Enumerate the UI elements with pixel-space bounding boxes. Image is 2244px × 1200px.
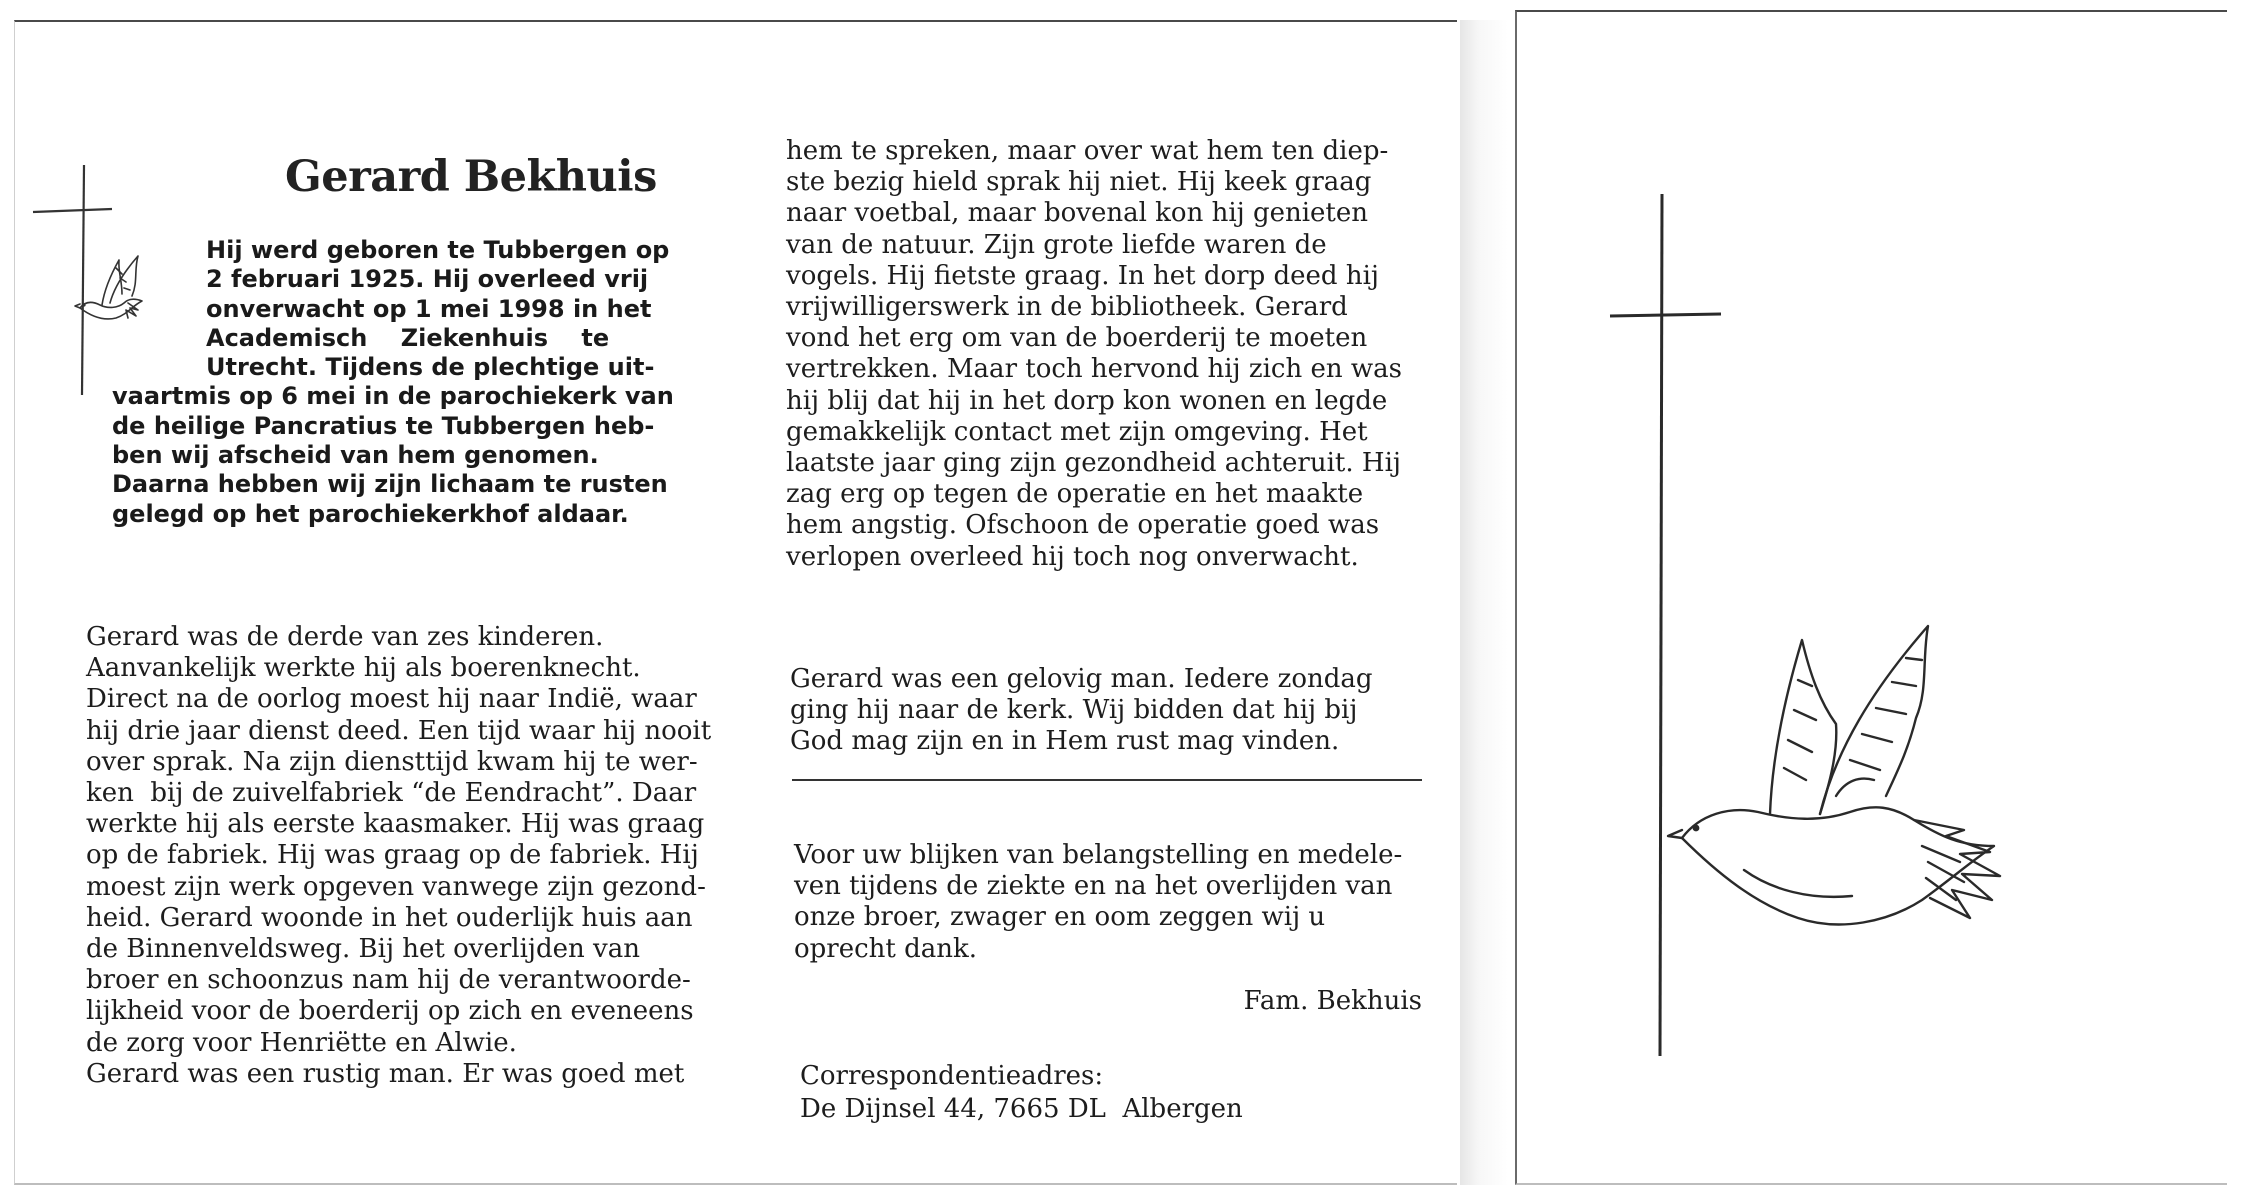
text-line: onze broer, zwager en oom zeggen wij u [794, 902, 1326, 933]
text-line: laatste jaar ging zijn gezondheid achteruit. Hij [786, 448, 1401, 479]
large-dove-icon [1660, 600, 2060, 950]
faith-paragraph [790, 664, 1430, 758]
biography-column-1 [86, 622, 726, 1090]
text-line: de zorg voor Henriëtte en Alwie. [86, 1027, 517, 1058]
text-line: hem te spreken, maar over wat hem ten diep- [786, 136, 1389, 166]
deceased-name: Gerard Bekhuis [285, 152, 657, 202]
address-label: Correspondentieadres: [800, 1061, 1104, 1091]
text-line: vond het erg om van de boerderij te moeten [786, 323, 1368, 354]
thanks-paragraph [794, 840, 1434, 965]
text-line: ken bij de zuivelfabriek “de Eendracht”. Daar [86, 778, 697, 809]
text-line: vrijwilligerswerk in de bibliotheek. Gerard [786, 292, 1348, 323]
intro-line: Daarna hebben wij zijn lichaam te rusten [112, 470, 668, 499]
intro-line: ben wij afscheid van hem genomen. [112, 441, 599, 470]
text-line: over sprak. Na zijn diensttijd kwam hij te wer- [86, 746, 698, 777]
text-line: moest zijn werk opgeven vanwege zijn gezond- [86, 871, 706, 902]
intro-line: de heilige Pancratius te Tubbergen heb- [112, 411, 655, 440]
biography-column-2 [786, 136, 1426, 573]
family-signature: Fam. Bekhuis [1243, 986, 1422, 1016]
text-line: hij blij dat hij in het dorp kon wonen en legde [786, 385, 1388, 416]
intro-paragraph [112, 236, 677, 529]
text-line: broer en schoonzus nam hij de verantwoorde- [86, 965, 691, 996]
text-line: Voor uw blijken van belangstelling en medele- [794, 840, 1403, 870]
text-line: hij drie jaar dienst deed. Een tijd waar hij nooit [86, 715, 712, 746]
text-line: vertrekken. Maar toch hervond hij zich en was [786, 354, 1402, 385]
intro-line: gelegd op het parochiekerkhof aldaar. [112, 499, 629, 528]
text-line: verlopen overleed hij toch nog onverwacht. [786, 541, 1359, 572]
text-line: werkte hij als eerste kaasmaker. Hij was graag [86, 809, 705, 840]
text-line: van de natuur. Zijn grote liefde waren de [786, 229, 1327, 260]
section-divider [792, 779, 1422, 781]
text-line: Direct na de oorlog moest hij naar Indië, waar [86, 684, 697, 715]
text-line: ste bezig hield sprak hij niet. Hij keek graag [786, 167, 1372, 198]
text-line: naar voetbal, maar bovenal kon hij genieten [786, 198, 1369, 229]
text-line: God mag zijn en in Hem rust mag vinden. [790, 726, 1340, 757]
text-line: ven tijdens de ziekte en na het overlijden van [794, 871, 1393, 902]
intro-line: onverwacht op 1 mei 1998 in het [206, 294, 652, 323]
text-line: Gerard was een rustig man. Er was goed met [86, 1058, 685, 1089]
text-line: lijkheid voor de boerderij op zich en eveneens [86, 996, 694, 1027]
intro-line: Hij werd geboren te Tubbergen op [206, 236, 670, 264]
text-line: Gerard was de derde van zes kinderen. [86, 622, 604, 652]
address-value: De Dijnsel 44, 7665 DL Albergen [800, 1094, 1243, 1124]
intro-line: Utrecht. Tijdens de plechtige uit- [206, 353, 655, 382]
card-fold [1460, 20, 1508, 1185]
text-line: Gerard was een gelovig man. Iedere zondag [790, 664, 1373, 694]
text-line: op de fabriek. Hij was graag op de fabriek. Hij [86, 840, 699, 871]
text-line: de Binnenveldsweg. Bij het overlijden van [86, 934, 640, 965]
intro-line: vaartmis op 6 mei in de parochiekerk van [112, 382, 674, 411]
text-line: Aanvankelijk werkte hij als boerenknecht. [86, 653, 641, 684]
text-line: ging hij naar de kerk. Wij bidden dat hij bij [790, 695, 1358, 726]
text-line: gemakkelijk contact met zijn omgeving. Het [786, 416, 1368, 447]
text-line: heid. Gerard woonde in het ouderlijk huis aan [86, 902, 693, 933]
correspondence-address [800, 1060, 1400, 1126]
text-line: zag erg op tegen de operatie en het maakte [786, 479, 1364, 510]
text-line: oprecht dank. [794, 933, 978, 964]
intro-line: Academisch Ziekenhuis te [206, 323, 610, 352]
text-line: vogels. Hij fietste graag. In het dorp deed hij [786, 260, 1379, 291]
text-line: hem angstig. Ofschoon de operatie goed was [786, 510, 1380, 541]
intro-line: 2 februari 1925. Hij overleed vrij [206, 265, 649, 294]
